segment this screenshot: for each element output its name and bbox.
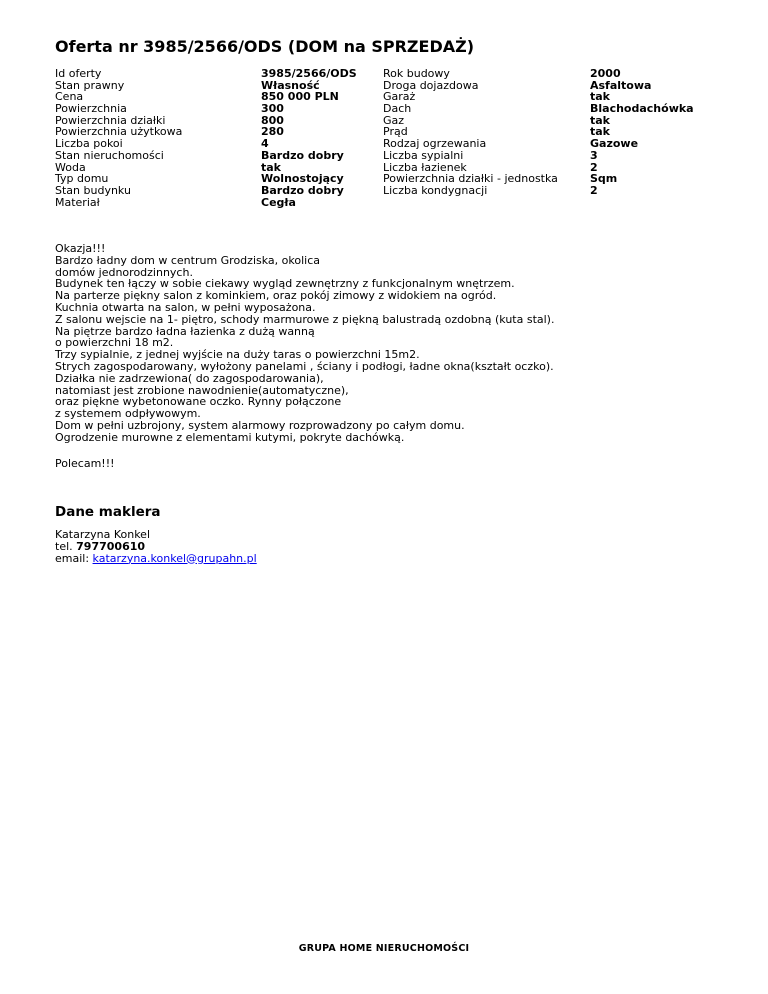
details-values-right: [590, 68, 694, 197]
detail-value: 850 000 PLN: [261, 90, 339, 104]
detail-label: Gaz: [383, 113, 405, 127]
detail-value: Wolnostojący: [261, 172, 344, 186]
detail-value: 3985/2566/ODS: [261, 67, 357, 80]
detail-label: Garaż: [383, 90, 416, 104]
details-labels-right: [383, 68, 558, 197]
email-label: email:: [55, 551, 90, 565]
detail-value: 280: [261, 125, 284, 139]
detail-label: Rodzaj ogrzewania: [383, 137, 487, 151]
detail-value: 2: [590, 183, 598, 197]
detail-label: Stan prawny: [55, 78, 125, 92]
detail-label: Prąd: [383, 125, 408, 139]
closing-note: Polecam!!!: [55, 457, 115, 470]
detail-value: Cegła: [261, 195, 296, 209]
detail-label: Powierzchnia działki - jednostka: [383, 172, 558, 186]
detail-label: Cena: [55, 90, 84, 104]
phone-label: tel.: [55, 539, 73, 553]
agent-email-link[interactable]: katarzyna.konkel@grupahn.pl: [92, 551, 257, 565]
detail-value: Gazowe: [590, 137, 639, 151]
page-title: Oferta nr 3985/2566/ODS (DOM na SPRZEDAŻ): [55, 37, 475, 56]
detail-label: Dach: [383, 102, 412, 116]
detail-value: 800: [261, 113, 284, 127]
detail-label: Powierzchnia użytkowa: [55, 125, 183, 139]
detail-label: Liczba łazienek: [383, 160, 467, 174]
details-values-left: [261, 68, 357, 208]
agent-name: Katarzyna Konkel: [55, 528, 150, 541]
detail-label: Rok budowy: [383, 67, 450, 80]
detail-value: tak: [590, 90, 610, 104]
detail-label: Powierzchnia działki: [55, 113, 166, 127]
detail-label: Droga dojazdowa: [383, 78, 479, 92]
agent-phone: 797700610: [76, 539, 146, 553]
detail-label: Powierzchnia: [55, 102, 127, 116]
details-labels-left: [55, 68, 182, 208]
detail-label: Liczba sypialni: [383, 148, 464, 162]
detail-value: 4: [261, 137, 269, 151]
detail-value: 2000: [590, 67, 621, 80]
detail-label: Typ domu: [55, 172, 109, 186]
footer-company: GRUPA HOME NIERUCHOMOŚCI: [298, 943, 470, 954]
detail-label: Liczba kondygnacji: [383, 183, 488, 197]
offer-description: Okazja!!! Bardzo ładny dom w centrum Grodziska, okolica domów jednorodzinnych. Budynek ten łączy w sobie ciekawy wygląd zewnętrzny z funkcjonalnym wnętrzem. Na parterze piękny salon z kominkiem, oraz pokój zimowy z widokiem na ogród. Kuchnia otwarta na salon, w pełni wyposażona. Z salonu wejscie na 1- piętro, schody marmurowe z piękną balustradą ozdobną (kuta stal). Na piętrze bardzo ładna łazienka z dużą wanną o powierzchni 18 m2. Trzy sypialnie, z jednej wyjście na duży taras o powierzchni 15m2. Strych zagospodarowany, wyłożony panelami , ściany i podłogi, ładne okna(kształt oczko). Działka nie zadrzewiona( do zagospodarowania), natomiast jest zrobione nawodnienie(automatyczne), oraz piękne wybetonowane oczko. Rynny połączone z systemem odpływowym. Dom w pełni uzbrojony, system alarmowy rozprowadzony po całym domu. Ogrodzenie murowne z elementami kutymi, pokryte dachówką.: [55, 242, 555, 444]
detail-value: Asfaltowa: [590, 78, 652, 92]
detail-value: 3: [590, 148, 598, 162]
detail-value: tak: [261, 160, 281, 174]
detail-value: tak: [590, 125, 610, 139]
detail-label: Stan nieruchomości: [55, 148, 164, 162]
agent-heading: Dane maklera: [55, 504, 161, 520]
detail-label: Materiał: [55, 195, 100, 209]
detail-value: Blachodachówka: [590, 102, 694, 116]
detail-value: Bardzo dobry: [261, 148, 344, 162]
detail-value: Sqm: [590, 172, 618, 186]
detail-value: Własność: [261, 78, 320, 92]
detail-value: 2: [590, 160, 598, 174]
agent-contact: [55, 529, 257, 564]
detail-label: Woda: [55, 160, 86, 174]
detail-label: Liczba pokoi: [55, 137, 123, 151]
detail-label: Id oferty: [55, 67, 102, 80]
agent-email-line: [55, 553, 257, 565]
detail-value: 300: [261, 102, 284, 116]
detail-value: Bardzo dobry: [261, 183, 344, 197]
detail-label: Stan budynku: [55, 183, 131, 197]
detail-value: tak: [590, 113, 610, 127]
